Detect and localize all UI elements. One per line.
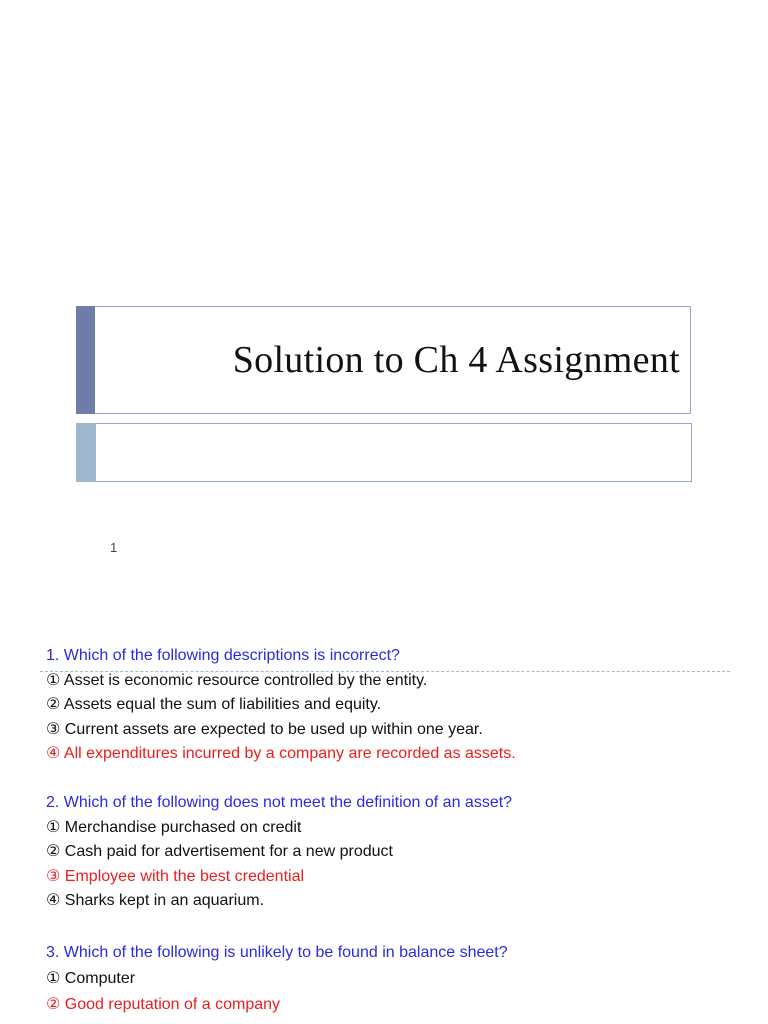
subtitle-accent-bar	[76, 423, 96, 482]
question-heading: 1. Which of the following descriptions is incorrect?	[46, 647, 400, 664]
answer-option: ① Merchandise purchased on credit	[46, 818, 302, 836]
answer-option: ① Asset is economic resource controlled by the entity.	[46, 671, 428, 689]
title-placeholder	[76, 306, 691, 414]
dashed-divider	[40, 671, 730, 672]
question-block	[46, 791, 512, 914]
page-number: 1	[110, 540, 118, 555]
question-heading: 3. Which of the following is unlikely to be found in balance sheet?	[46, 944, 508, 961]
answer-option: ④ Sharks kept in an aquarium.	[46, 892, 265, 909]
question-block	[46, 644, 516, 767]
subtitle-placeholder	[76, 423, 692, 482]
answer-option: ③ Employee with the best credential	[46, 867, 305, 885]
answer-option: ② Assets equal the sum of liabilities and equity.	[46, 696, 382, 713]
answer-option: ① Computer	[46, 970, 136, 987]
answer-option: ④ All expenditures incurred by a company are recorded as assets.	[46, 745, 516, 762]
title-accent-bar	[76, 306, 95, 414]
answer-option: ② Cash paid for advertisement for a new product	[46, 843, 393, 860]
question-heading: 2. Which of the following does not meet the definition of an asset?	[46, 794, 513, 811]
question-block	[46, 940, 508, 1018]
answer-option: ② Good reputation of a company	[46, 996, 281, 1013]
slide-title: Solution to Ch 4 Assignment	[232, 339, 680, 381]
answer-option: ③ Current assets are expected to be used up within one year.	[46, 720, 483, 738]
